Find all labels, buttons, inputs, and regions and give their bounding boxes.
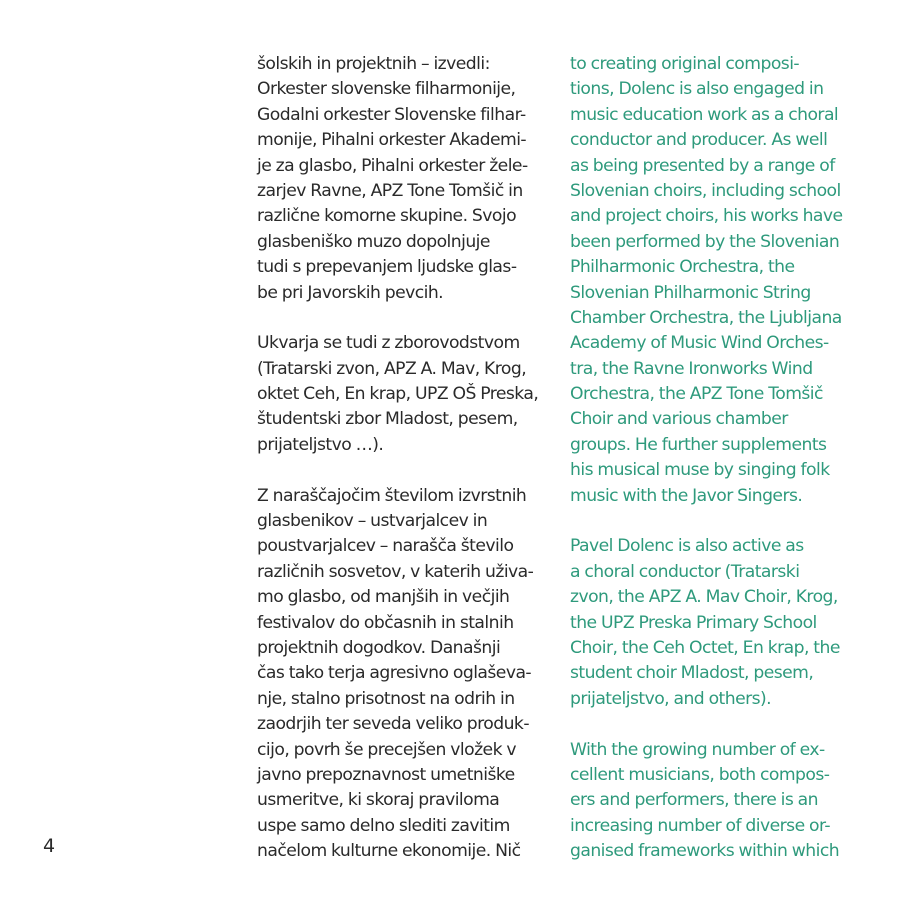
english-paragraph-3 — [570, 738, 870, 865]
text-line: been performed by the Slovenian — [570, 231, 840, 252]
text-line: Academy of Music Wind Orches- — [570, 333, 829, 354]
text-line: music with the Javor Singers. — [570, 485, 803, 506]
text-line: tudi s prepevanjem ljudske glas- — [257, 257, 517, 278]
slovene-paragraph-2 — [257, 331, 547, 458]
text-line: usmeritve, ki skoraj praviloma — [257, 790, 500, 811]
text-line: With the growing number of ex- — [570, 739, 825, 760]
text-line: (Tratarski zvon, APZ A. Mav, Krog, — [257, 358, 527, 379]
text-line: načelom kulturne ekonomije. Nič — [257, 841, 521, 862]
slovene-paragraph-1 — [257, 52, 547, 306]
text-line: to creating original composi- — [570, 54, 800, 74]
text-line: Slovenian Philharmonic String — [570, 282, 811, 303]
text-line: monije, Pihalni orkester Akademi- — [257, 130, 527, 151]
text-line: festivalov do občasnih in stalnih — [257, 612, 514, 633]
text-line: cijo, povrh še precejšen vložek v — [257, 739, 517, 760]
text-line: Philharmonic Orchestra, the — [570, 257, 795, 278]
text-line: študentski zbor Mladost, pesem, — [257, 409, 518, 430]
text-line: Slovenian choirs, including school — [570, 180, 841, 201]
text-line: increasing number of diverse or- — [570, 815, 831, 836]
text-line: tra, the Ravne Ironworks Wind — [570, 358, 813, 379]
text-line: projektnih dogodkov. Današnji — [257, 637, 501, 658]
text-line: the UPZ Preska Primary School — [570, 612, 817, 633]
text-line: be pri Javorskih pevcih. — [257, 282, 444, 303]
text-line: nje, stalno prisotnost na odrih in — [257, 688, 515, 709]
text-line: zvon, the APZ A. Mav Choir, Krog, — [570, 587, 838, 608]
slovene-text-column — [257, 52, 547, 890]
text-line: čas tako terja agresivno oglaševa- — [257, 663, 532, 684]
text-line: glasbenikov – ustvarjalcev in — [257, 511, 488, 532]
text-line: glasbeniško muzo dopolnjuje — [257, 231, 490, 252]
text-line: je za glasbo, Pihalni orkester žele- — [257, 155, 528, 176]
text-line: Ukvarja se tudi z zborovodstvom — [257, 333, 520, 354]
text-line: Orkester slovenske filharmonije, — [257, 79, 516, 100]
text-line: cellent musicians, both compos- — [570, 764, 830, 785]
text-line: and project choirs, his works have — [570, 206, 843, 227]
text-line: Godalni orkester Slovenske filhar- — [257, 104, 526, 125]
text-line: student choir Mladost, pesem, — [570, 663, 814, 684]
text-line: Choir, the Ceh Octet, En krap, the — [570, 637, 840, 658]
text-line: groups. He further supplements — [570, 434, 827, 455]
text-line: Pavel Dolenc is also active as — [570, 536, 804, 557]
text-line: conductor and producer. As well — [570, 130, 828, 151]
text-line: uspe samo delno slediti zavitim — [257, 815, 510, 836]
text-line: Chamber Orchestra, the Ljubljana — [570, 307, 842, 328]
text-line: tions, Dolenc is also engaged in — [570, 79, 824, 100]
text-line: različnih sosvetov, v katerih uživa- — [257, 561, 534, 582]
text-line: as being presented by a range of — [570, 155, 835, 176]
page-number: 4 — [43, 835, 56, 857]
english-paragraph-1 — [570, 52, 870, 509]
text-line: Orchestra, the APZ Tone Tomšič — [570, 384, 823, 405]
english-text-column — [570, 52, 870, 890]
text-line: ers and performers, there is an — [570, 790, 819, 811]
text-line: šolskih in projektnih – izvedli: — [257, 54, 490, 74]
text-line: Choir and various chamber — [570, 409, 788, 430]
text-line: različne komorne skupine. Svojo — [257, 206, 517, 227]
text-line: poustvarjalcev – narašča število — [257, 536, 514, 557]
english-paragraph-2 — [570, 534, 870, 712]
text-line: prijateljstvo, and others). — [570, 688, 772, 709]
text-line: a choral conductor (Tratarski — [570, 561, 800, 582]
text-line: ganised frameworks within which — [570, 841, 840, 862]
text-line: zaodrjih ter seveda veliko produk- — [257, 714, 529, 735]
text-line: mo glasbo, od manjših in večjih — [257, 587, 510, 608]
text-line: music education work as a choral — [570, 104, 839, 125]
text-line: oktet Ceh, En krap, UPZ OŠ Preska, — [257, 384, 539, 405]
slovene-paragraph-3 — [257, 484, 547, 865]
text-line: his musical muse by singing folk — [570, 460, 830, 481]
text-line: javno prepoznavnost umetniške — [257, 764, 515, 785]
text-line: Z naraščajočim številom izvrstnih — [257, 485, 527, 506]
text-line: prijateljstvo …). — [257, 434, 384, 455]
text-line: zarjev Ravne, APZ Tone Tomšič in — [257, 180, 523, 201]
